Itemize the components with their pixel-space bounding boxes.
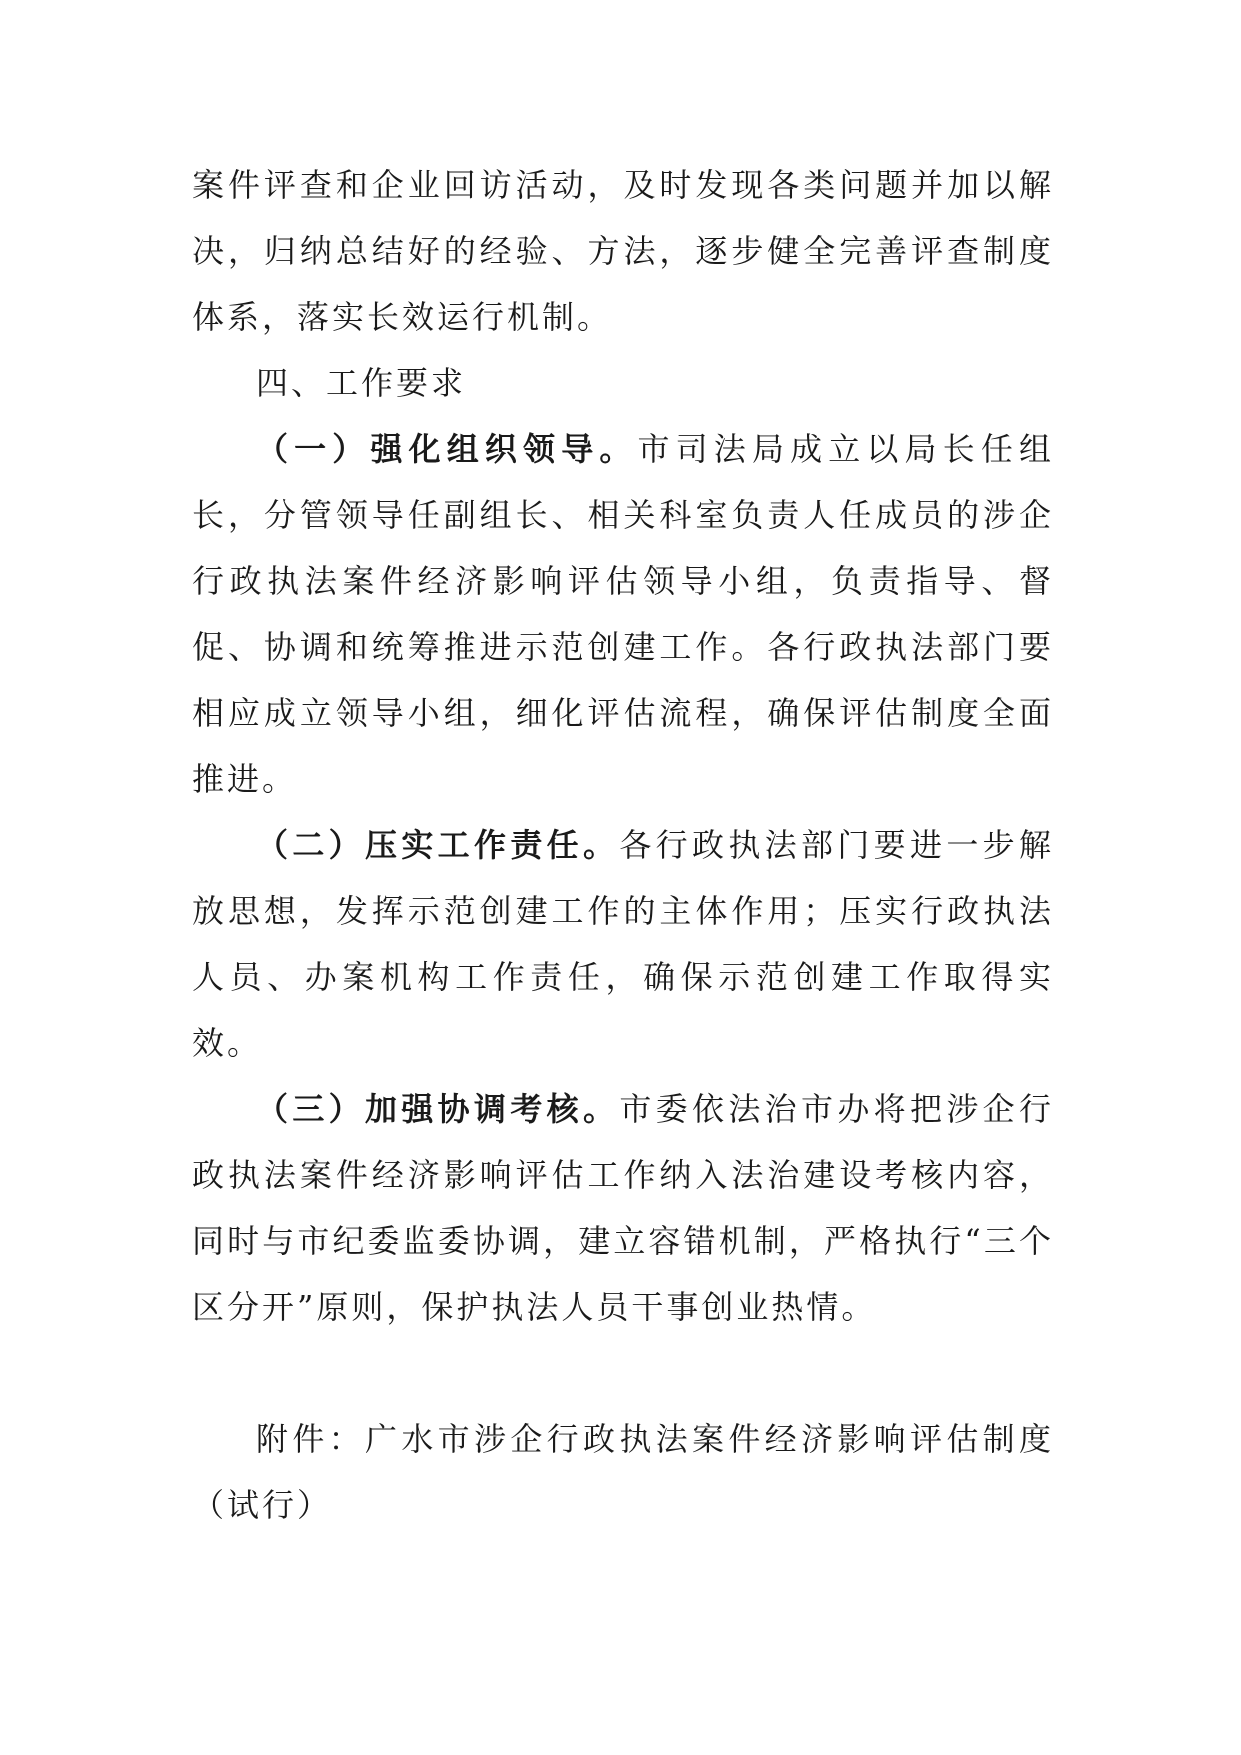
- attachment-note: 附件：广水市涉企行政执法案件经济影响评估制度（试行）: [192, 1420, 1054, 1524]
- document-page: [192, 152, 1054, 1538]
- paragraph-body-coordination: 市委依法治市办将把涉企行政执法案件经济影响评估工作纳入法治建设考核内容，同时与市纪委监委协调，建立容错机制，严格执行“三个区分开”原则，保护执法人员干事创业热情。: [192, 1090, 1054, 1326]
- paragraph-lead-organization: （一）强化组织领导。: [256, 430, 638, 468]
- paragraph-body-responsibility: 各行政执法部门要进一步解放思想，发挥示范创建工作的主体作用；压实行政执法人员、办案机构工作责任，确保示范创建工作取得实效。: [192, 826, 1054, 1062]
- paragraph-responsibility: [192, 812, 1054, 1076]
- paragraph-coordination: [192, 1076, 1054, 1340]
- paragraph-lead-coordination: （三）加强协调考核。: [256, 1090, 620, 1128]
- section-heading: 四、工作要求: [256, 364, 467, 402]
- paragraph-body-organization: 市司法局成立以局长任组长，分管领导任副组长、相关科室负责人任成员的涉企行政执法案件经济影响评估领导小组，负责指导、督促、协调和统筹推进示范创建工作。各行政执法部门要相应成立领导小组，细化评估流程，确保评估制度全面推进。: [192, 430, 1054, 798]
- paragraph-continuation: 案件评查和企业回访活动，及时发现各类问题并加以解决，归纳总结好的经验、方法，逐步健全完善评查制度体系，落实长效运行机制。: [192, 166, 1054, 336]
- paragraph-lead-responsibility: （二）压实工作责任。: [256, 826, 620, 864]
- paragraph-organization-leadership: [192, 416, 1054, 812]
